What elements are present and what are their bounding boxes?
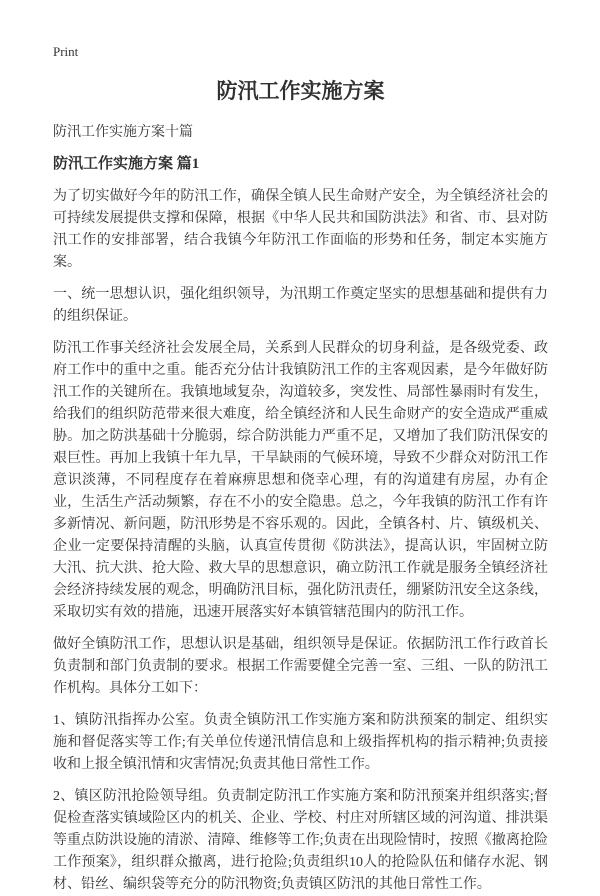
body-paragraph: 为了切实做好今年的防汛工作，确保全镇人民生命财产安全，为全镇经济社会的可持续发展提供支撑和保障，根据《中华人民共和国防洪法》和省、市、县对防汛工作的安排部署，结合我镇今年防汛工作面临的形势和任务，制定本实施方案。 bbox=[53, 189, 548, 270]
document-subtitle: 防汛工作实施方案十篇 bbox=[53, 125, 193, 140]
body-paragraph: 1、镇防汛指挥办公室。负责全镇防汛工作实施方案和防洪预案的制定、组织实施和督促落实等工作;有关单位传递汛情信息和上级指挥机构的指示精神;负责接收和上报全镇汛情和灾害情况;负责其他日常性工作。 bbox=[53, 713, 548, 772]
body-paragraph: 做好全镇防汛工作，思想认识是基础，组织领导是保证。依据防汛工作行政首长负责制和部门负责制的要求。根据工作需要健全完善一室、三组、一队的防汛工作机构。具体分工如下： bbox=[53, 637, 548, 696]
print-link[interactable]: Print bbox=[53, 44, 79, 59]
document-title: 防汛工作实施方案 bbox=[216, 79, 385, 103]
body-paragraph: 一、统一思想认识，强化组织领导，为汛期工作奠定坚实的思想基础和提供有力的组织保证。 bbox=[53, 287, 548, 324]
body-paragraph: 防汛工作事关经济社会发展全局，关系到人民群众的切身利益，是各级党委、政府工作中的重中之重。能否充分估计我镇防汛工作的主客观因素，是今年做好防汛工作的关键所在。我镇地域复杂，沟道较多，突发性、局部性暴雨时有发生，给我们的组织防范带来很大难度，给全镇经济和人民生命财产的安全造成严重威胁。加之防洪基础十分脆弱，综合防洪能力严重不足，又增加了我们防汛保安的艰巨性。再加上我镇十年九旱，干旱缺雨的气候环境，导致不少群众对防汛工作意识淡薄，不同程度存在着麻痹思想和侥幸心理，有的沟道建有房屋，办有企业，生活生产活动频繁，存在不小的安全隐患。总之，今年我镇的防汛工作有许多新情况、新问题，防汛形势是不容乐观的。因此，全镇各村、片、镇级机关、企业一定要保持清醒的头脑，认真宣传贯彻《防洪法》，提高认识，牢固树立防大汛、抗大洪、抢大险、救大旱的思想意识，确立防汛工作就是服务全镇经济社会经济持续发展的观念，明确防汛目标，强化防汛责任，绷紧防汛安全这条线，采取切实有效的措施，迅速开展落实好本镇管辖范围内的防汛工作。 bbox=[53, 341, 548, 620]
document-body bbox=[53, 186, 548, 896]
section-heading: 防汛工作实施方案 篇1 bbox=[53, 156, 200, 172]
body-paragraph: 2、镇区防汛抢险领导组。负责制定防汛工作实施方案和防汛预案并组织落实;督促检查落实镇域险区内的机关、企业、学校、村庄对所辖区域的河沟道、排洪渠等重点防洪设施的清淤、清障、维修等工作;负责在出现险情时，按照《撤离抢险工作预案》，组织群众撤离，进行抢险;负责组织10人的抢险队伍和储存水泥、钢材、铅丝、编织袋等充分的防汛物资;负责镇区防汛的其他日常性工作。 bbox=[53, 789, 548, 892]
